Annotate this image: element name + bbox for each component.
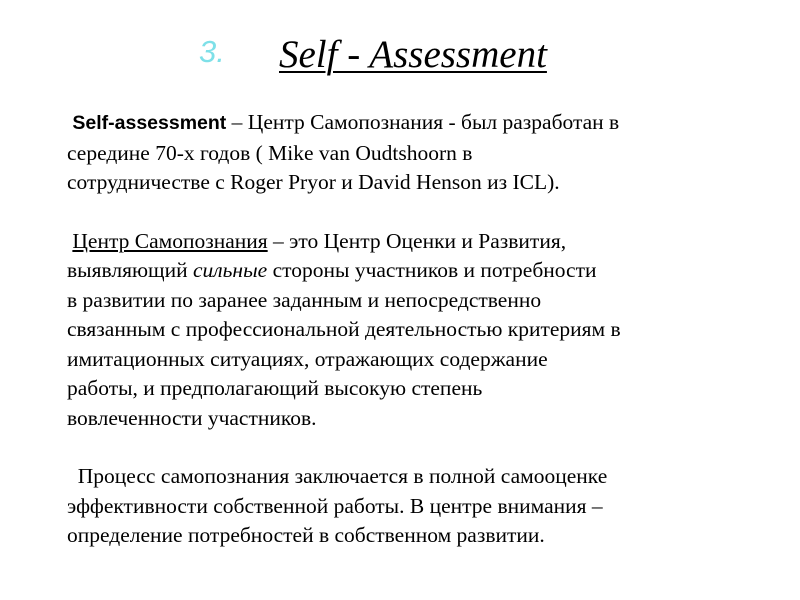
p2-line-3: в развитии по заранее заданным и непосредственно (67, 287, 542, 312)
p2-line-7: вовлеченности участников. (67, 405, 317, 430)
p3-line-1: Процесс самопознания заключается в полной самооценке (77, 464, 608, 488)
p2-line-2-pre: выявляющий (67, 258, 193, 282)
term-dash: – (226, 110, 248, 134)
p2-line-1-rest: – это Центр Оценки и Развития, (267, 228, 567, 253)
paragraph-1 (67, 108, 767, 198)
p2-line-5: имитационных ситуациях, отражающих содержание (67, 346, 548, 371)
paragraph-2 (67, 227, 767, 434)
p2-line-2-italic: сильные (192, 258, 268, 282)
p3-line-3: определение потребностей в собственном развитии. (67, 523, 545, 547)
p2-line-6: работы, и предполагающий высокую степень (67, 376, 483, 400)
term-self-assessment: Self-assessment (72, 112, 227, 134)
slide-title (0, 28, 800, 84)
p1-line-1: Центр Самопознания - был разработан в (247, 110, 620, 134)
p1-line-2: середине 70-х годов ( Mike van Oudtshoorn в (67, 140, 473, 165)
term-center: Центр Самопознания (72, 228, 268, 253)
paragraph-3 (67, 462, 767, 551)
p2-line-2-post: стороны участников и потребности (267, 258, 597, 282)
p3-line-2: эффективности собственной работы. В центре внимания – (67, 493, 603, 518)
title-number: 3. (199, 34, 225, 69)
p1-line-3: сотрудничестве с Roger Pryor и David Henson из ICL). (67, 170, 560, 194)
slide-body (67, 108, 767, 551)
title-text: Self - Assessment (279, 33, 547, 76)
p2-line-4: связанным с профессиональной деятельностью критериям в (67, 317, 621, 341)
